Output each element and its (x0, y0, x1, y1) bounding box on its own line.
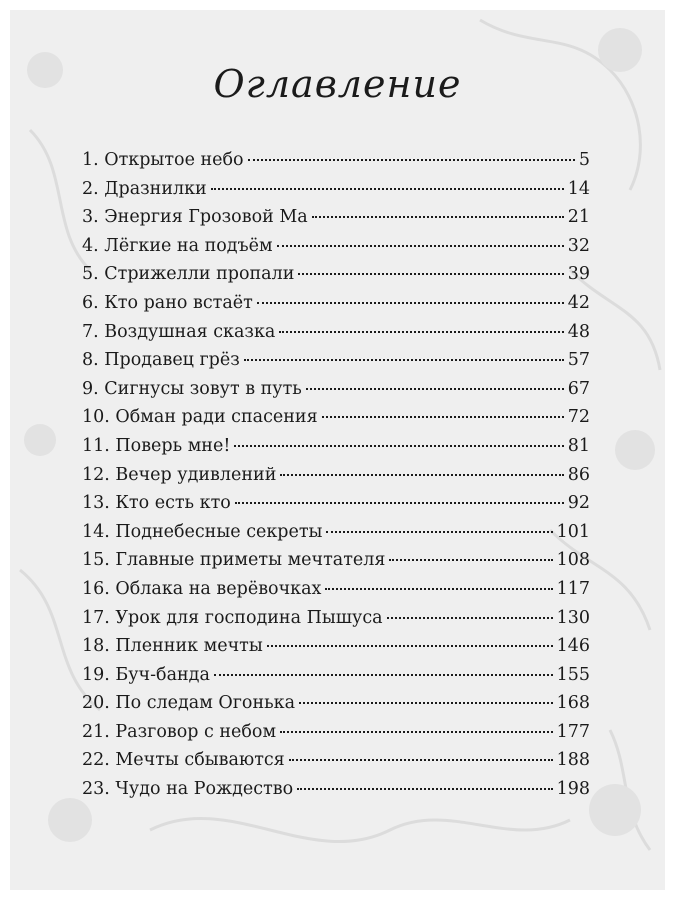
toc-entry (82, 179, 590, 208)
toc-entry-page: 48 (567, 321, 590, 342)
toc-entry-page: 198 (556, 779, 590, 800)
book-page (10, 10, 665, 890)
toc-entry-title: 22. Мечты сбываются (82, 750, 285, 771)
toc-entry-page: 86 (567, 464, 590, 485)
toc-entry-page: 5 (578, 150, 590, 170)
toc-entry (82, 293, 590, 322)
toc-entry-title: 23. Чудо на Рождество (82, 779, 294, 800)
toc-entry-page: 177 (556, 721, 590, 742)
toc-entry-title: 15. Главные приметы мечтателя (82, 550, 386, 571)
toc-entry-title: 2. Дразнилки (82, 178, 207, 199)
toc-entry-page: 130 (556, 607, 590, 628)
toc-entry-title: 20. По следам Огонька (82, 693, 296, 714)
toc-entry (82, 236, 590, 265)
toc-entry-page: 108 (556, 550, 590, 571)
toc-entry-page: 81 (567, 435, 590, 456)
toc-entry (82, 522, 590, 551)
toc-leader-dots (325, 588, 552, 590)
toc-entry-title: 1. Открытое небо (82, 150, 244, 170)
toc-entry-page: 42 (567, 292, 590, 313)
toc-entry (82, 636, 590, 665)
toc-leader-dots (298, 273, 563, 275)
toc-leader-dots (235, 502, 564, 504)
toc-leader-dots (211, 188, 564, 190)
toc-entry (82, 550, 590, 579)
toc-entry (82, 379, 590, 408)
toc-entry (82, 407, 590, 436)
toc-leader-dots (299, 702, 553, 704)
toc-entry-title: 18. Пленник мечты (82, 636, 263, 657)
page-title: Оглавление (213, 62, 462, 106)
toc-entry-page: 57 (567, 350, 590, 371)
toc-leader-dots (312, 216, 564, 218)
toc-entry (82, 436, 590, 465)
toc-entry (82, 150, 590, 179)
toc-entry-page: 92 (567, 493, 590, 514)
toc-leader-dots (389, 559, 552, 561)
toc-leader-dots (289, 759, 553, 761)
toc-entry (82, 264, 590, 293)
toc-entry-title: 10. Обман ради спасения (82, 407, 318, 428)
toc-leader-dots (257, 302, 564, 304)
toc-entry (82, 350, 590, 379)
toc-entry-title: 3. Энергия Грозовой Ма (82, 207, 308, 228)
toc-entry-page: 67 (567, 378, 590, 399)
toc-entry-title: 17. Урок для господина Пышуса (82, 607, 383, 628)
toc-leader-dots (326, 531, 552, 533)
toc-entry (82, 722, 590, 751)
toc-entry (82, 493, 590, 522)
toc-leader-dots (322, 416, 564, 418)
toc-leader-dots (387, 617, 553, 619)
toc-entry (82, 693, 590, 722)
toc-entry-page: 155 (556, 664, 590, 685)
toc-leader-dots (280, 731, 553, 733)
toc-entry-title: 7. Воздушная сказка (82, 321, 276, 342)
toc-leader-dots (267, 645, 553, 647)
toc-entry (82, 779, 590, 808)
toc-entry-page: 14 (567, 178, 590, 199)
toc-entry-title: 13. Кто есть кто (82, 493, 231, 514)
toc-leader-dots (306, 388, 564, 390)
toc-entry (82, 750, 590, 779)
toc-entry-page: 188 (556, 750, 590, 771)
toc-entry-title: 8. Продавец грёз (82, 350, 240, 371)
toc-entry-title: 14. Поднебесные секреты (82, 521, 323, 542)
toc-entry-page: 72 (567, 407, 590, 428)
toc-entry-title: 21. Разговор с небом (82, 721, 277, 742)
toc-entry-page: 146 (556, 636, 590, 657)
toc-entry-title: 4. Лёгкие на подъём (82, 235, 273, 256)
toc-entry-page: 32 (567, 235, 590, 256)
toc-leader-dots (214, 674, 553, 676)
toc-entry (82, 579, 590, 608)
toc-entry (82, 322, 590, 351)
toc-entry-title: 16. Облака на верёвочках (82, 578, 322, 599)
toc-entry-title: 5. Стрижелли пропали (82, 264, 295, 285)
toc-entry-page: 39 (567, 264, 590, 285)
toc-leader-dots (280, 474, 563, 476)
toc-entry-title: 11. Поверь мне! (82, 435, 231, 456)
toc-leader-dots (297, 788, 552, 790)
toc-entry-title: 12. Вечер удивлений (82, 464, 277, 485)
toc-entry-title: 19. Буч-банда (82, 664, 210, 685)
toc-leader-dots (248, 159, 575, 161)
toc-entry-title: 9. Сигнусы зовут в путь (82, 378, 302, 399)
table-of-contents (82, 150, 590, 808)
toc-leader-dots (234, 445, 563, 447)
toc-entry-page: 168 (556, 693, 590, 714)
toc-leader-dots (244, 359, 564, 361)
toc-leader-dots (277, 245, 564, 247)
toc-entry-page: 101 (556, 521, 590, 542)
toc-entry-page: 117 (556, 578, 590, 599)
toc-entry-title: 6. Кто рано встаёт (82, 292, 253, 313)
toc-entry (82, 465, 590, 494)
toc-entry (82, 608, 590, 637)
toc-entry (82, 665, 590, 694)
toc-entry (82, 207, 590, 236)
toc-entry-page: 21 (567, 207, 590, 228)
toc-leader-dots (279, 331, 563, 333)
